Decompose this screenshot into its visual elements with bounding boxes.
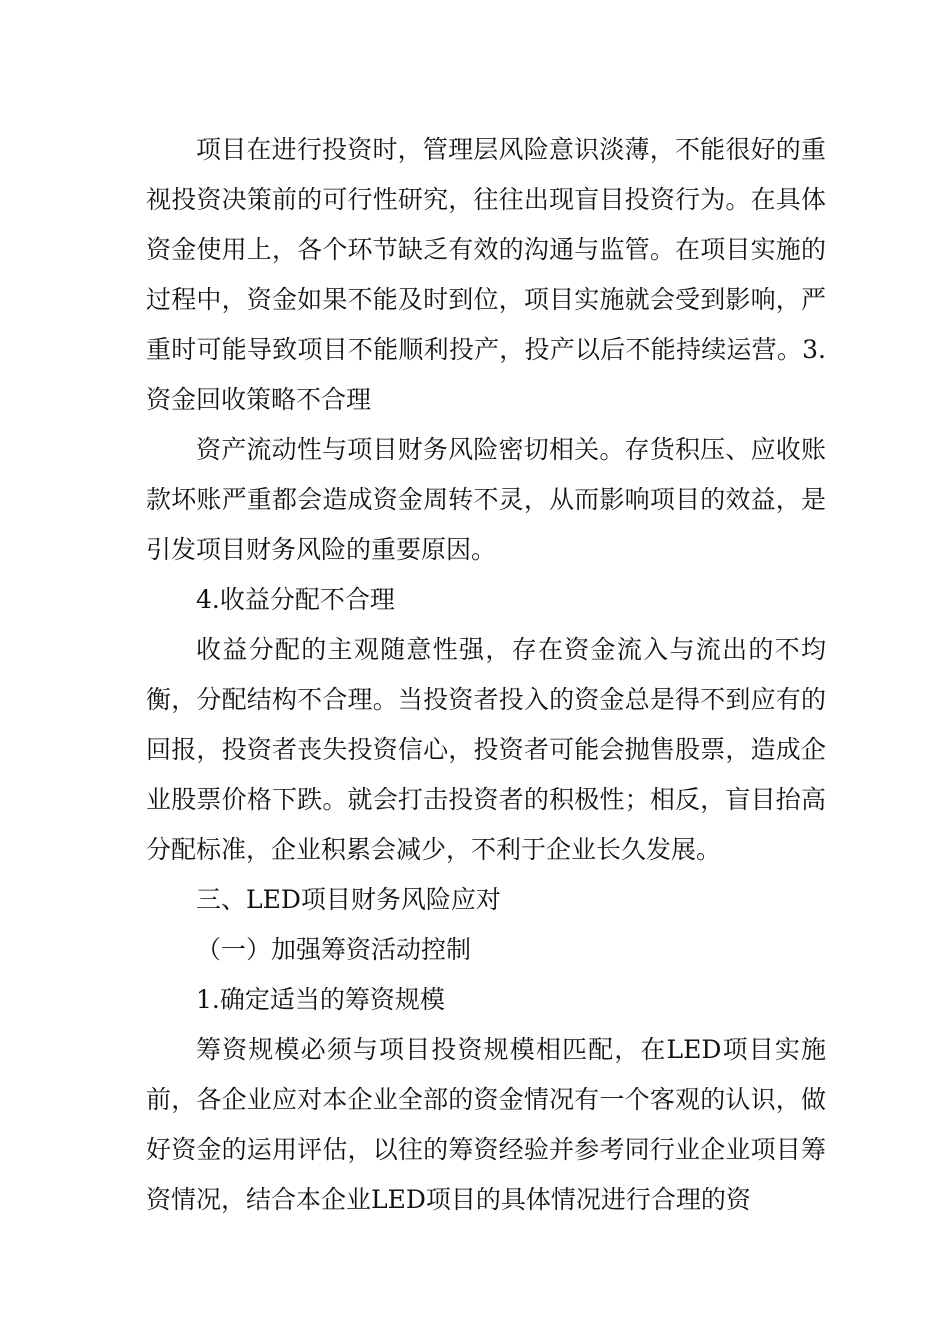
heading-risk-response: 三、LED项目财务风险应对 xyxy=(196,885,501,914)
paragraph-investment-risk: 项目在进行投资时，管理层风险意识淡薄，不能很好的重视投资决策前的可行性研究，往往出现盲目投资行为。在具体资金使用上，各个环节缺乏有效的沟通与监管。在项目实施的过程中，资金如果不能及时到位，项目实施就会受到影响，严重时可能导致项目不能顺利投产，投产以后不能持续运营。3.资金回收策略不合理 xyxy=(146,135,826,414)
paragraph-financing-scale: 筹资规模必须与项目投资规模相匹配，在LED项目实施前，各企业应对本企业全部的资金情况有一个客观的认识，做好资金的运用评估，以往的筹资经验并参考同行业企业项目筹资情况，结合本企业LED项目的具体情况进行合理的资 xyxy=(146,1035,826,1214)
heading-income-distribution: 4.收益分配不合理 xyxy=(196,585,395,614)
heading-financing-control: （一）加强筹资活动控制 xyxy=(196,935,472,964)
document-body xyxy=(146,125,826,1225)
paragraph-income-distribution: 收益分配的主观随意性强，存在资金流入与流出的不均衡，分配结构不合理。当投资者投入的资金总是得不到应有的回报，投资者丧失投资信心，投资者可能会抛售股票，造成企业股票价格下跌。就会打击投资者的积极性；相反，盲目抬高分配标准，企业积累会减少，不利于企业长久发展。 xyxy=(146,635,826,864)
heading-financing-scale: 1.确定适当的筹资规模 xyxy=(196,985,445,1014)
paragraph-asset-liquidity: 资产流动性与项目财务风险密切相关。存货积压、应收账款坏账严重都会造成资金周转不灵，从而影响项目的效益，是引发项目财务风险的重要原因。 xyxy=(146,435,826,564)
